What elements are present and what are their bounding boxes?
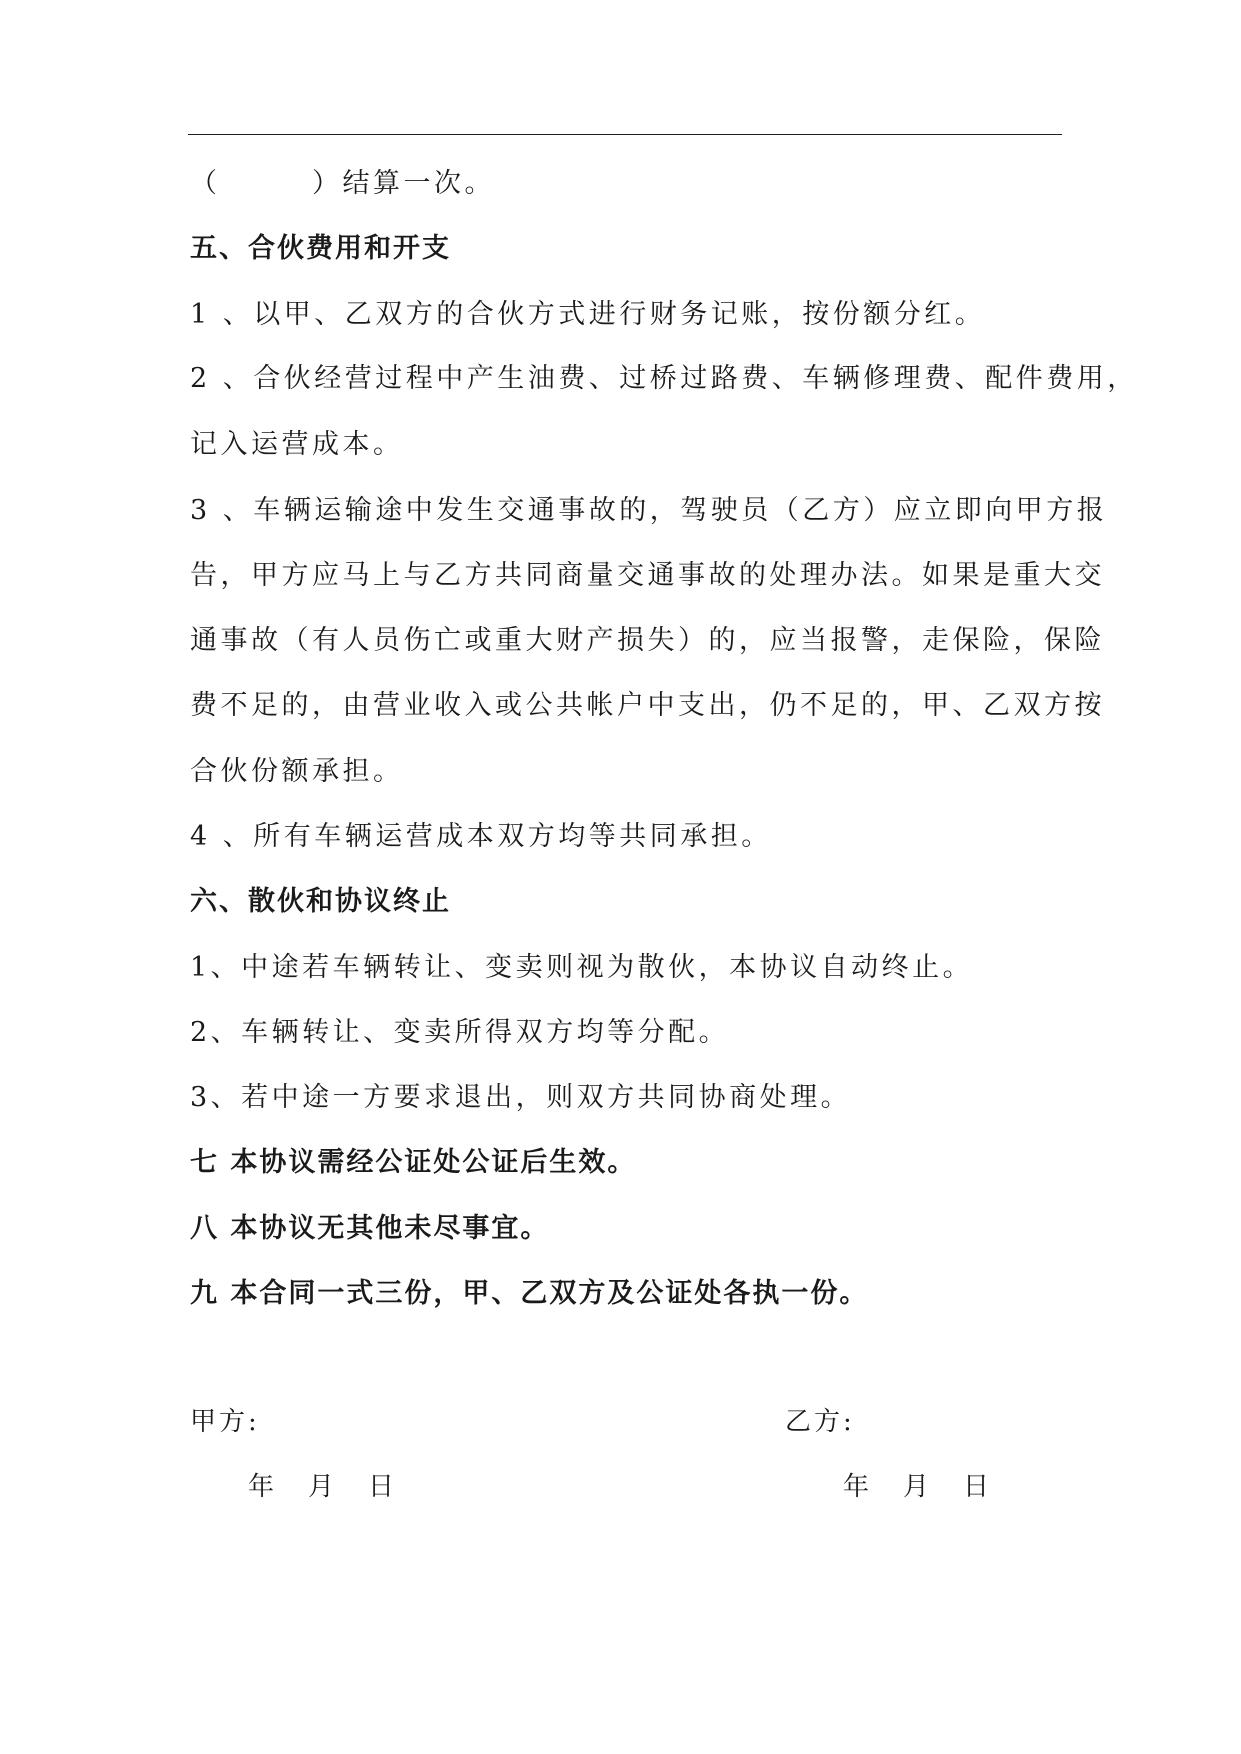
clause-6-2: 2、车辆转让、变卖所得双方均等分配。 xyxy=(190,1017,730,1048)
party-b-date xyxy=(843,1470,1023,1504)
clause-5-4: 4 、所有车辆运营成本双方均等共同承担。 xyxy=(190,821,772,852)
clause-6-3: 3、若中途一方要求退出，则双方共同协商处理。 xyxy=(190,1082,852,1113)
section-heading-8: 八 本协议无其他未尽事宜。 xyxy=(190,1213,550,1244)
party-b-day: 日 xyxy=(963,1472,990,1502)
party-a-day: 日 xyxy=(368,1472,395,1502)
clause-5-2: 2 、合伙经营过程中产生油费、过桥过路费、车辆修理费、配件费用， xyxy=(190,363,1138,394)
clause-5-3-cont-2: 通事故（有人员伤亡或重大财产损失）的，应当报警，走保险，保险 xyxy=(190,625,1105,656)
clause-5-3-cont-4: 合伙份额承担。 xyxy=(190,756,404,787)
party-a-label: 甲方: xyxy=(190,1407,260,1437)
section-heading-5: 五、合伙费用和开支 xyxy=(190,233,451,264)
settlement-line: （ ）结算一次。 xyxy=(190,168,495,199)
party-a-month: 月 xyxy=(308,1472,335,1502)
party-b-label: 乙方: xyxy=(785,1407,855,1437)
section-heading-9: 九 本合同一式三份，甲、乙双方及公证处各执一份。 xyxy=(190,1278,869,1309)
clause-5-1: 1 、以甲、乙双方的合伙方式进行财务记账，按份额分红。 xyxy=(190,299,986,330)
section-heading-7: 七 本协议需经公证处公证后生效。 xyxy=(190,1147,637,1178)
header-rule xyxy=(188,134,1062,135)
party-a-date xyxy=(248,1470,428,1504)
clause-5-3-cont-3: 费不足的，由营业收入或公共帐户中支出，仍不足的，甲、乙双方按 xyxy=(190,690,1105,721)
party-b-year: 年 xyxy=(843,1472,870,1502)
clause-5-2-cont: 记入运营成本。 xyxy=(190,429,404,460)
party-a-year: 年 xyxy=(248,1472,275,1502)
clause-5-3-cont-1: 告，甲方应马上与乙方共同商量交通事故的处理办法。如果是重大交 xyxy=(190,560,1105,591)
party-b-month: 月 xyxy=(903,1472,930,1502)
section-heading-6: 六、散伙和协议终止 xyxy=(190,886,451,917)
clause-5-3: 3 、车辆运输途中发生交通事故的，驾驶员（乙方）应立即向甲方报 xyxy=(190,495,1108,526)
clause-6-1: 1、中途若车辆转让、变卖则视为散伙，本协议自动终止。 xyxy=(190,952,974,983)
